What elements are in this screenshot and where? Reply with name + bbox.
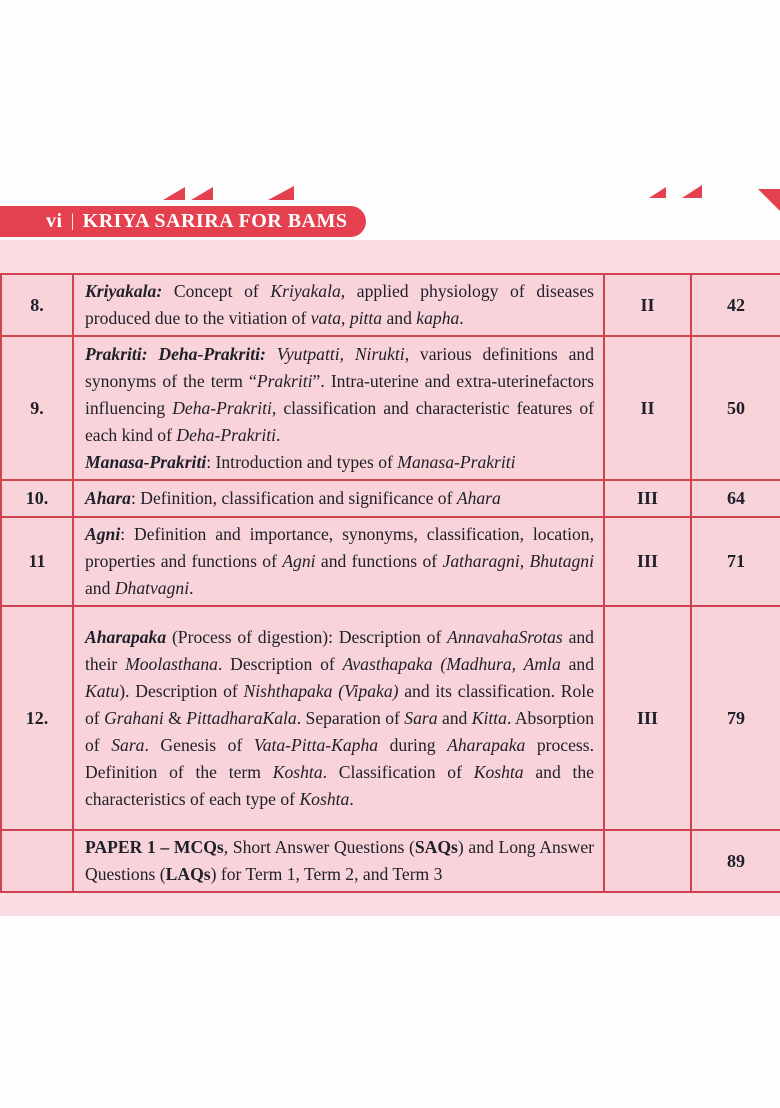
row-term-cell: II [604,274,691,336]
description-segment: . Absorption of [85,707,595,755]
row-term-cell: III [604,480,691,517]
page-header-banner [0,206,366,237]
row-page-cell: 79 [691,606,780,830]
row-term-cell: III [604,517,691,606]
description-segment: Aharapaka [447,734,526,755]
description-segment: . [349,788,354,809]
toc-row [1,480,780,517]
description-segment: and its classification. Role of [85,680,595,728]
row-number-cell: 8. [1,274,73,336]
description-segment: , Short Answer Questions ( [223,837,415,857]
description-segment: Sara [404,707,438,728]
description-segment: PAPER 1 – MCQs [85,837,224,857]
description-segment: and [85,578,115,598]
description-segment: Koshta [299,788,350,809]
description-segment: PittadharaKala [186,707,297,728]
book-title: KRIYA SARIRA FOR BAMS [82,210,348,232]
description-segment: ) and Long Answer Questions ( [85,837,594,884]
description-segment: process. Definition of the term [85,734,595,782]
description-segment: Ahara [456,488,501,508]
description-segment: , various definitions and synonyms of the term “ [85,343,594,391]
row-page-cell: 71 [691,517,780,606]
description-segment: . Classification of [322,761,474,782]
row-description-cell [73,274,604,336]
description-segment: Koshta [272,761,323,782]
toc-row [1,606,780,830]
description-segment: Vyutpatti, Nirukti [276,343,405,364]
row-term-cell: III [604,606,691,830]
description-segment: Kriyakala [270,281,341,301]
description-segment: and the characteristics of each type of [85,761,594,809]
description-segment: LAQs [165,864,211,884]
row-description-cell [73,336,604,480]
description-segment: , applied physiology of diseases produced due to the vitiation of [85,281,594,328]
description-segment: Concept of [162,281,271,301]
row-page-cell: 50 [691,336,780,480]
description-segment: and their [85,626,594,674]
description-segment: : Definition, classification and significance of [130,488,457,508]
description-segment: and [437,707,472,728]
description-segment: & [163,707,187,728]
description-segment: Jatharagni, Bhutagni [442,551,594,571]
description-segment: . Genesis of [144,734,254,755]
description-segment: Manasa-Prakriti [85,451,207,472]
description-segment: (Process of digestion): Description of [166,626,448,647]
row-number-cell: 10. [1,480,73,517]
description-segment: Agni [282,551,316,571]
row-page-cell: 89 [691,830,780,892]
description-segment: Prakriti [256,370,313,391]
description-segment: Ahara [85,488,131,508]
description-segment: Grahani [104,707,164,728]
description-segment: AnnavahaSrotas [447,626,563,647]
toc-row [1,517,780,606]
description-segment: . [189,578,194,598]
triangle-accent-icon [682,185,702,198]
row-page-cell: 42 [691,274,780,336]
description-segment: : Introduction and types of [206,451,398,472]
description-segment: Koshta [473,761,524,782]
description-segment: ”. Intra-uterine and extra-uterinefactors influencing [85,370,594,418]
description-segment: Moolasthana [125,653,218,674]
description-segment: , classification and characteristic features of each kind of [85,397,594,445]
description-segment: Deha-Prakriti [176,424,277,445]
description-segment: ) for Term 1, Term 2, and Term 3 [210,864,443,884]
description-segment: Sara [111,734,145,755]
row-number-cell: 9. [1,336,73,480]
row-number-cell [1,830,73,892]
toc-row [1,274,780,336]
triangle-accent-icon [758,189,780,216]
description-segment: and functions of [315,551,443,571]
description-segment: SAQs [414,837,458,857]
description-segment: Deha-Prakriti [172,397,272,418]
description-segment: Nishthapaka (Vipaka) [243,680,399,701]
description-segment: Kriyakala: [85,281,163,301]
row-term-cell [604,830,691,892]
description-segment [266,344,277,364]
row-description-cell [73,606,604,830]
triangle-accent-icon [268,186,294,200]
description-segment: Prakriti: Deha-Prakriti: [85,343,266,364]
description-segment: . [459,308,464,328]
toc-row [1,830,780,892]
contents-table [0,273,780,893]
description-segment: Agni [85,524,121,544]
description-segment: and [382,308,417,328]
row-description-cell [73,480,604,517]
triangle-accent-icon [649,187,666,198]
description-segment: Kitta [471,707,507,728]
page-number-label: vi [46,210,63,232]
description-segment: kapha [416,308,460,328]
row-term-cell: II [604,336,691,480]
triangle-accent-icon [163,187,185,200]
contents-table-body [1,274,780,892]
description-segment: ). Description of [119,680,244,701]
description-segment: during [378,734,448,755]
description-segment: and [560,653,594,674]
description-segment: : Definition and importance, synonyms, classification, location, properties and functions of [85,524,594,571]
row-description-cell [73,830,604,892]
description-segment: . [276,424,281,445]
description-segment: Vata-Pitta-Kapha [253,734,379,755]
triangle-accent-icon [191,187,213,200]
description-segment: vata, pitta [310,308,383,328]
description-segment: . Description of [217,653,343,674]
header-separator: | [70,210,75,230]
description-segment: Dhatvagni [114,578,190,598]
row-page-cell: 64 [691,480,780,517]
row-number-cell: 12. [1,606,73,830]
description-segment: Manasa-Prakriti [397,451,516,472]
toc-row [1,336,780,480]
description-segment: Katu [85,680,120,701]
row-description-cell [73,517,604,606]
description-segment: . Separation of [296,707,405,728]
description-segment: Aharapaka [85,626,167,647]
description-segment: Avasthapaka (Madhura, Amla [342,653,561,674]
row-number-cell: 11 [1,517,73,606]
